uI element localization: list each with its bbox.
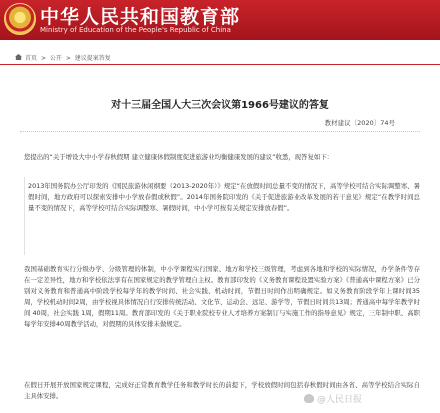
weibo-icon (304, 394, 314, 403)
breadcrumb-public-link[interactable]: 公开 (49, 55, 62, 62)
watermark-text: @人民日报 (317, 395, 363, 405)
breadcrumb-bar (0, 52, 440, 65)
paragraph-system: 我国基础教育实行分级办学、分级管理的体制，中小学课程实行国家、地方和学校三级管理，考虑到各地和学校的实际情况，办学条件等存在一定差异性，地方和学校依法享有在国家规定的教学管理自主权。教育部印发的《义务教育课程设置实验方案》《普通高中课程方案》已分别对义务教育和普通高中阶段学校每学年的教学时间、社会实践、机动时间，节假日时间作出明确规定。如义务教育阶段学年上课时间35周，学校机动时间2周，由学校视具体情况自行安排传统活动、文化节、运动会、远足、游学等，节假日时间共13周；普通高中每学年教学时间 40周，社会实践 1周，假期11周。教育部印发的《关于职业院校专业人才培养方案制订与实施工作的指导意见》规定，三年制中职、高职每学年安排40周教学活动，对假期的具体安排未做规定。 (24, 265, 420, 328)
breadcrumb (25, 53, 113, 62)
home-icon[interactable] (15, 54, 22, 60)
site-title[interactable]: 中华人民共和国教育部 (40, 6, 241, 28)
paragraph-intro: 您提出的“关于增设大中小学春秋假期 建立健康休假制度促进旅游业均衡健康发展的建议”收悉，现答复如下： (24, 153, 334, 161)
watermark (304, 392, 362, 405)
document-title: 对十三届全国人大三次会议第1966号建议的答复 (111, 100, 329, 111)
national-emblem-icon[interactable] (4, 3, 36, 35)
breadcrumb-separator: > (40, 55, 46, 62)
document-number: 教材建议〔2020〕74号 (324, 119, 395, 127)
paragraph-policy-quote: 2013年国务院办公厅印发的《国民旅游休闲纲要（2013-2020年）》规定“在放假时间总量不变的情况下，高等学校可结合实际调整寒、暑假时间，地方政府可以探索安排中小学放春假或秋假”。2014年国务院印发的《关于促进旅游业改革发展的若干意见》规定“在教学时间总量不变的情况下，高等学校可结合实际调整寒、暑假时间，中小学可按有关规定安排放春假”。 (28, 182, 420, 212)
divider (20, 131, 420, 132)
breadcrumb-separator: > (65, 55, 71, 62)
paragraph-conclusion: 在假日开展开放国家规定课程，完成好正常教育教学任务和教学时长的前提下，学校放假时间包括春秋假时间由各省、高等学校结合实际自主具体安排。 (24, 381, 420, 400)
site-header (0, 0, 440, 40)
breadcrumb-proposals-link[interactable]: 建议提案答复 (74, 55, 111, 62)
breadcrumb-home-link[interactable]: 首页 (25, 55, 38, 62)
site-subtitle: Ministry of Education of the People's Republic of China (40, 26, 231, 34)
